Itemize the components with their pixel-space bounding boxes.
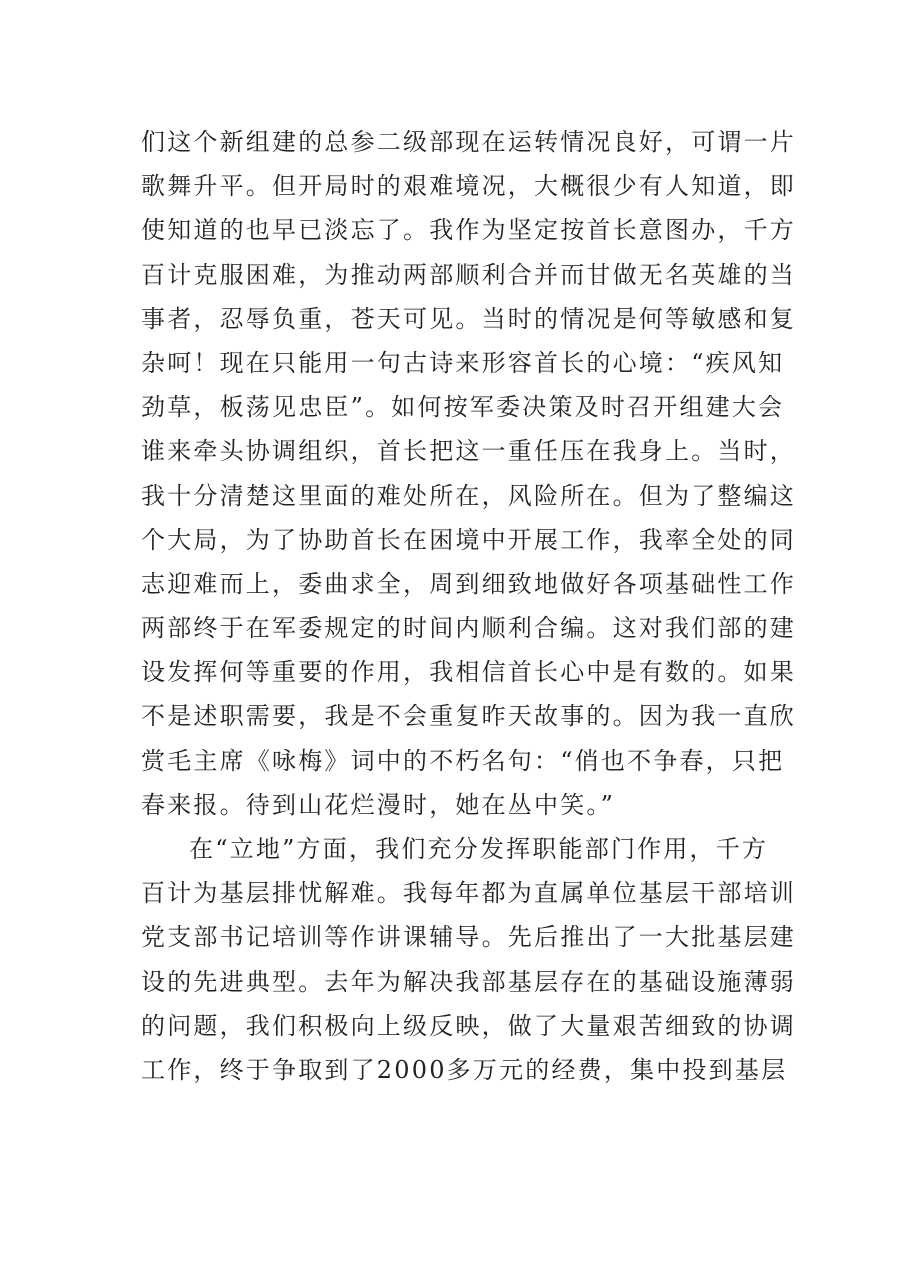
text-line: 谁来牵头协调组织，首长把这一重任压在我身上。当时， [141,437,796,466]
text-line: 的问题，我们积极向上级反映，做了大量艰苦细致的协调 [141,1011,796,1040]
text-line: 春来报。待到山花烂漫时，她在丛中笑。” [141,790,616,819]
text-line: 劲草，板荡见忠臣”。如何按军委决策及时召开组建大会 [141,393,785,422]
text-line: 不是述职需要，我是不会重复昨天故事的。因为我一直欣 [141,702,796,731]
text-line: 百计克服困难，为推动两部顺利合并而甘做无名英雄的当 [141,260,796,289]
text-line: 使知道的也早已淡忘了。我作为坚定按首长意图办，千方 [141,216,796,245]
text-line-indented: 在“立地”方面，我们充分发挥职能部门作用，千方 [189,835,769,863]
text-line: 杂呵！现在只能用一句古诗来形容首长的心境：“疾风知 [141,348,785,377]
text-line: 设发挥何等重要的作用，我相信首长心中是有数的。如果 [141,658,796,687]
text-line: 党支部书记培训等作讲课辅导。先后推出了一大批基层建 [141,923,796,952]
text-line: 我十分清楚这里面的难处所在，风险所在。但为了整编这 [141,481,796,510]
text-line: 事者，忍辱负重，苍天可见。当时的情况是何等敏感和复 [141,304,796,333]
text-line: 赏毛主席《咏梅》词中的不朽名句：“俏也不争春，只把 [141,746,785,775]
text-line: 两部终于在军委规定的时间内顺利合编。这对我们部的建 [141,614,796,643]
body-text [141,120,796,1092]
text-line: 歌舞升平。但开局时的艰难境况，大概很少有人知道，即 [141,172,796,201]
text-line: 工作，终于争取到了2000多万元的经费，集中投到基层 [141,1055,788,1084]
paragraph-1 [141,120,796,827]
text-line: 个大局，为了协助首长在困境中开展工作，我率全处的同 [141,525,796,554]
paragraph-2 [141,827,796,1092]
text-line: 百计为基层排忧解难。我每年都为直属单位基层干部培训 [141,879,796,908]
text-line: 设的先进典型。去年为解决我部基层存在的基础设施薄弱 [141,967,796,996]
text-line: 们这个新组建的总参二级部现在运转情况良好，可谓一片 [141,128,796,156]
text-line: 志迎难而上，委曲求全，周到细致地做好各项基础性工作 [141,569,796,598]
